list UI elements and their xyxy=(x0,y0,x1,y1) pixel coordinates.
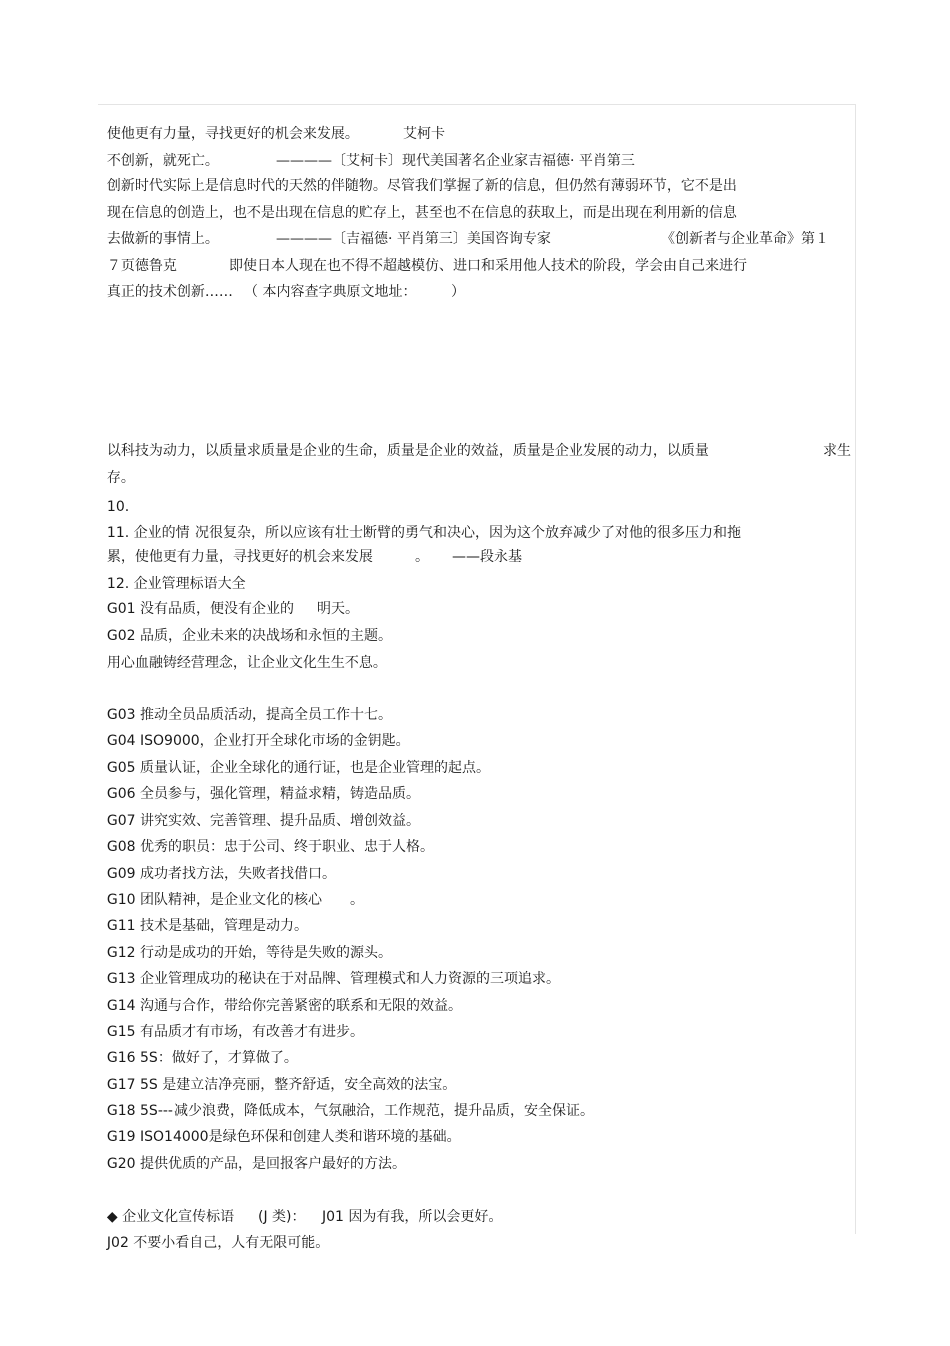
text-segment: G05 质量认证，企业全球化的通行证，也是企业管理的起点。 xyxy=(106,760,491,776)
text-segment: G17 5S 是建立洁净亮丽，整齐舒适，安全高效的法宝。 xyxy=(106,1077,457,1093)
text-segment: 去做新的事情上。 xyxy=(106,231,219,247)
text-segment: G10 团队精神，是企业文化的核心 xyxy=(106,892,323,908)
text-segment: 减少浪费，降低成本，气氛融洽，工作规范，提升品质，安全保证。 xyxy=(174,1103,594,1119)
page-border-top xyxy=(98,104,856,105)
text-segment: 现在信息的创造上，也不是出现在信息的贮存上，甚至也不在信息的获取上，而是出现在利用新的信息 xyxy=(106,205,737,221)
text-segment: G07 讲究实效、完善管理、提升品质、增创效益。 xyxy=(106,813,421,829)
text-segment: G12 行动是成功的开始，等待是失败的源头。 xyxy=(106,945,393,961)
text-segment: ——段永基 xyxy=(452,549,522,565)
text-segment: ————〔艾柯卡〕现代美国著名企业家吉福德· 平肖第三 xyxy=(276,153,635,169)
text-segment: G09 成功者找方法，失败者找借口。 xyxy=(106,866,337,882)
text-segment: 艾柯卡 xyxy=(403,126,445,142)
text-segment: G13 企业管理成功的秘诀在于对品牌、管理模式和人力资源的三项追求。 xyxy=(106,971,561,987)
text-segment: （ 本内容查字典原文地址： xyxy=(244,284,417,300)
text-segment: 不创新，就死亡。 xyxy=(106,153,219,169)
page-border-right xyxy=(855,104,856,1234)
text-segment: G14 沟通与合作，带给你完善紧密的联系和无限的效益。 xyxy=(106,998,463,1014)
text-segment: (J 类)： xyxy=(258,1209,306,1225)
text-segment: G16 5S：做好了，才算做了。 xyxy=(106,1050,298,1066)
text-segment: 用心血融铸经营理念，让企业文化生生不息。 xyxy=(106,655,387,671)
text-segment: G02 品质，企业未来的决战场和永恒的主题。 xyxy=(106,628,393,644)
text-segment: J01 因为有我，所以会更好。 xyxy=(322,1209,503,1225)
text-segment: G19 ISO14000是绿色环保和创建人类和谐环境的基础。 xyxy=(106,1129,461,1145)
text-line xyxy=(98,1216,329,1252)
text-line xyxy=(98,424,851,460)
text-segment: G06 全员参与，强化管理，精益求精，铸造品质。 xyxy=(106,786,421,802)
text-segment: G18 5S--- xyxy=(106,1103,173,1119)
text-segment: G15 有品质才有市场，有改善才有进步。 xyxy=(106,1024,365,1040)
text-segment: G08 优秀的职员：忠于公司、终于职业、忠于人格。 xyxy=(106,839,435,855)
text-segment: G04 ISO9000，企业打开全球化市场的金钥匙。 xyxy=(106,733,410,749)
text-segment: 10. xyxy=(106,499,130,515)
text-segment: ７页德鲁克 xyxy=(106,258,177,274)
text-segment: ） xyxy=(451,284,465,300)
text-segment: 即使日本人现在也不得不超越模仿、进口和采用他人技术的阶段，学会由自己来进行 xyxy=(229,258,747,274)
text-segment: 存。 xyxy=(106,470,135,486)
text-segment: 《创新者与企业革命》第１ xyxy=(661,231,829,247)
text-segment: 创新时代实际上是信息时代的天然的伴随物。尽管我们掌握了新的信息，但仍然有薄弱环节，它不是出 xyxy=(106,178,737,194)
text-segment: 明天。 xyxy=(317,601,359,617)
text-segment: G20 提供优质的产品，是回报客户最好的方法。 xyxy=(106,1156,407,1172)
text-segment: 况很复杂，所以应该有壮士断臂的勇气和决心，因为这个放弃减少了对他的很多压力和拖 xyxy=(195,525,741,541)
text-segment: 11. 企业的情 xyxy=(106,525,190,541)
text-segment: J02 不要小看自己，人有无限可能。 xyxy=(106,1235,330,1251)
text-segment: G01 没有品质，便没有企业的 xyxy=(106,601,295,617)
text-segment: 。 xyxy=(350,892,364,908)
text-segment: 。 xyxy=(415,549,429,565)
text-line xyxy=(98,1137,406,1173)
text-segment: ————〔吉福德· 平肖第三〕美国咨询专家 xyxy=(276,231,551,247)
text-segment: ◆ 企业文化宣传标语 xyxy=(106,1209,235,1225)
text-segment: G03 推动全员品质活动，提高全员工作十七。 xyxy=(106,707,393,723)
text-segment: 累，使他更有力量，寻找更好的机会来发展 xyxy=(106,549,373,565)
text-line xyxy=(98,265,465,301)
text-segment: 12. 企业管理标语大全 xyxy=(106,576,246,592)
text-segment: 以科技为动力，以质量求质量是企业的生命，质量是企业的效益，质量是企业发展的动力，以质量 xyxy=(106,443,709,459)
text-segment: 求生 xyxy=(823,443,851,459)
text-segment: 使他更有力量，寻找更好的机会来发展。 xyxy=(106,126,359,142)
text-line xyxy=(98,636,387,672)
text-segment: G11 技术是基础，管理是动力。 xyxy=(106,918,309,934)
text-segment: 真正的技术创新…… xyxy=(106,284,233,300)
